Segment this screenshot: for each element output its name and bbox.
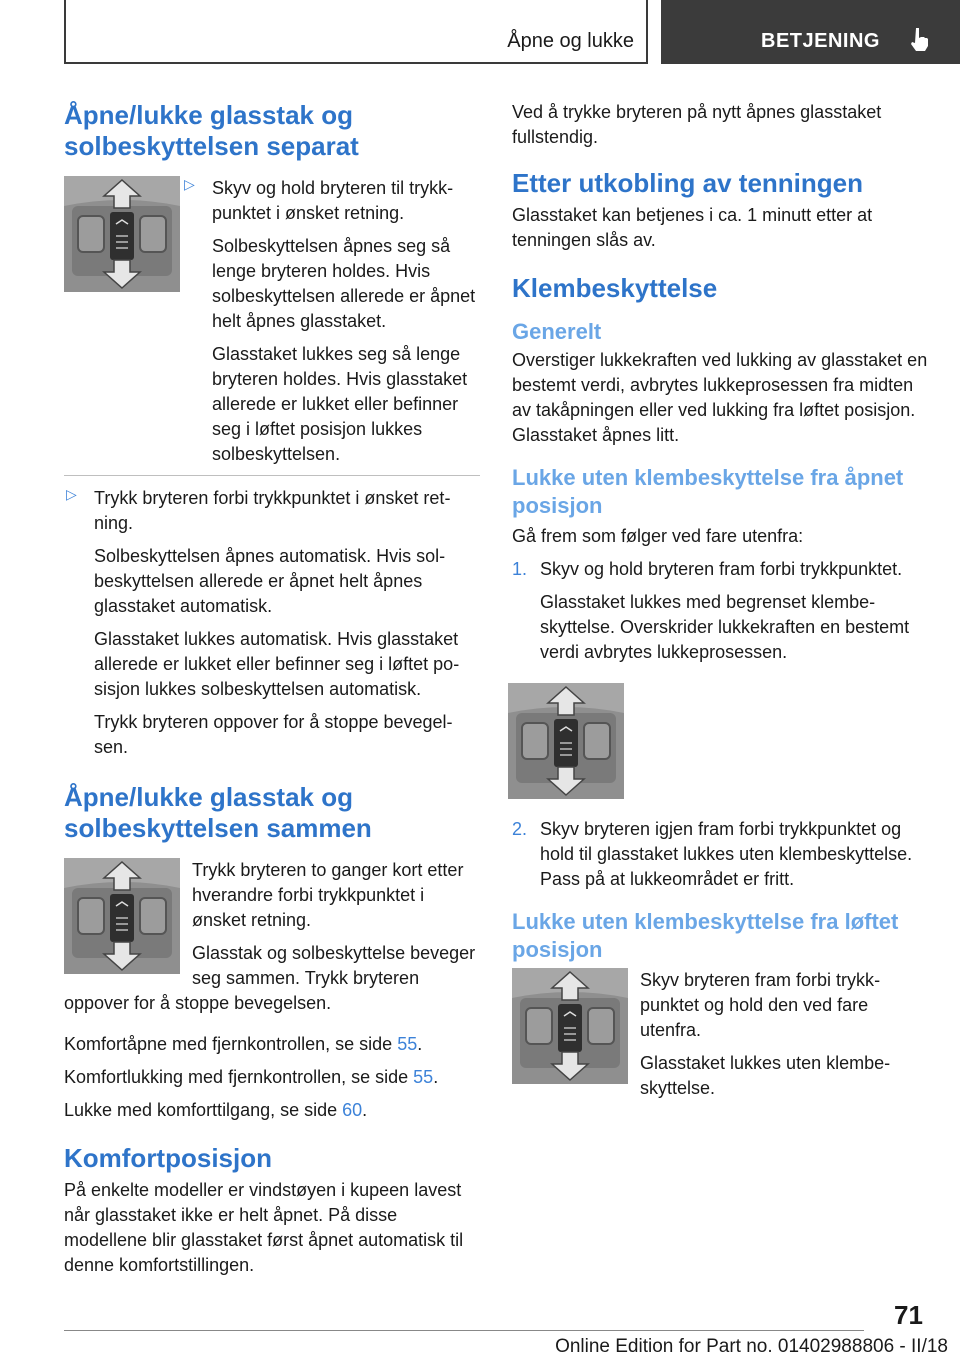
cross-reference: Lukke med komforttilgang, se side 60. [64,1100,368,1120]
paragraph: Ved å trykke bryteren på nytt åpnes glasstaket fullstendig. [512,102,882,147]
numbered-step-1 [512,557,932,665]
section-title-separately: Åpne/lukke glasstak og solbeskyttelsen separat [64,100,359,161]
paragraph: Glasstak og solbeskyttelse beveger seg sammen. Trykk bryteren oppover for å stoppe bevegelsen. [64,943,476,1013]
step-text: Glasstaket lukkes med begrenset klembeskyttelse. Overskrider lukkekraften en bestemt verdi avbrytes lukkeprosessen. [540,592,910,662]
switch-illustration [508,683,624,799]
bullet-group-2 [64,486,480,760]
roof-switch-image [508,683,624,799]
roof-switch-image [64,176,180,292]
paragraph: Overstiger lukkekraften ved lukking av glasstaket en bestemt verdi, avbrytes lukkeprosessen fra midten av takåpningen eller ved lukking fra løftet posisjon. Glasstaket åpnes litt. [512,350,928,445]
paragraph: På enkelte modeller er vindstøyen i kupeen lavest når glasstaket ikke er helt åpnet. På disse modellene blir glasstaket først åpnet automatisk til denne komfortstillingen. [64,1180,464,1275]
cross-reference: Komfortåpne med fjernkontrollen, se side 55. [64,1034,423,1054]
switch-illustration [512,968,628,1084]
paragraph: Glasstaket kan betjenes i ca. 1 minutt etter at tenningen slås av. [512,205,873,250]
bullet-text: Trykk bryteren oppover for å stoppe bevegelsen. [94,712,453,757]
header-section-title: Åpne og lukke [507,30,634,52]
section-title-comfort: Komfortposisjon [64,1143,272,1173]
roof-switch-image [512,968,628,1084]
subheading-raised-position: Lukke uten klembeskyttelse fra løftet posisjon [512,909,899,962]
page-link[interactable]: 55 [397,1034,418,1054]
page-link[interactable]: 60 [342,1100,363,1120]
bullet-text: Solbeskyttelsen åpnes seg så lenge bryteren holdes. Hvis solbeskyttelsen allerede er åpnet helt åpnes glasstaket. [212,236,476,331]
switch-illustration [64,858,180,974]
header-chapter-title: BETJENING [761,30,880,52]
raised-block [512,968,932,1101]
switch-illustration [64,176,180,292]
bullet-text: Trykk bryteren forbi trykkpunktet i ønsket retning. [94,488,451,533]
numbered-step-2 [512,817,932,892]
step-number: 2. [512,819,528,839]
triangle-bullet-icon: ▷ [184,176,195,192]
section-title-ignition: Etter utkobling av tenningen [512,168,864,198]
hand-pointer-icon [907,26,933,52]
triangle-bullet-icon: ▷ [66,486,77,502]
subheading-open-position: Lukke uten klembeskyttelse fra åpnet posisjon [512,465,904,518]
paragraph: Trykk bryteren to ganger kort etter hverandre forbi trykkpunktet i ønsket retning. [192,860,464,930]
step-number: 1. [512,559,528,579]
page-link[interactable]: 55 [413,1067,434,1087]
page-number: 71 [894,1300,923,1330]
left-column [64,100,480,1286]
paragraph: Skyv bryteren fram forbi trykkpunktet og hold den ved fare utenfra. [640,970,881,1040]
bullet-text: Glasstaket lukkes automatisk. Hvis glasstaket allerede er lukket eller befinner seg i løftet posisjon lukkes solbeskyttelsen automatisk. [94,629,460,699]
right-column [512,100,932,1109]
header-chapter-box [661,0,960,64]
together-block [64,858,480,1024]
bullet-group-1 [64,176,480,467]
paragraph: Glasstaket lukkes uten klembeskyttelse. [640,1053,891,1098]
step-text: Skyv bryteren igjen fram forbi trykkpunktet og hold til glasstaket lukkes uten klembeskyttelse. Pass på at lukkeområdet er fritt. [540,819,913,889]
step-text: Skyv og hold bryteren fram forbi trykkpunktet. [540,559,903,579]
bullet-text: Skyv og hold bryteren til trykkpunktet i ønsket retning. [212,178,454,223]
header-section-box [64,0,648,64]
bullet-text: Solbeskyttelsen åpnes automatisk. Hvis solbeskyttelsen allerede er åpnet helt åpnes glasstaket automatisk. [94,546,446,616]
roof-switch-image [64,858,180,974]
section-title-together: Åpne/lukke glasstak og solbeskyttelsen sammen [64,782,372,843]
footer-rule [64,1330,864,1331]
paragraph: Gå frem som følger ved fare utenfra: [512,526,804,546]
section-title-pinch: Klembeskyttelse [512,273,718,303]
footer-edition: Online Edition for Part no. 01402988806 - II/18 [555,1336,948,1357]
divider [64,475,480,476]
bullet-text: Glasstaket lukkes seg så lenge bryteren holdes. Hvis glasstaket allerede er lukket eller befinner seg i løftet posisjon lukkes solbeskyttelsen. [212,344,468,464]
cross-reference: Komfortlukking med fjernkontrollen, se side 55. [64,1067,439,1087]
subheading-general: Generelt [512,319,602,344]
